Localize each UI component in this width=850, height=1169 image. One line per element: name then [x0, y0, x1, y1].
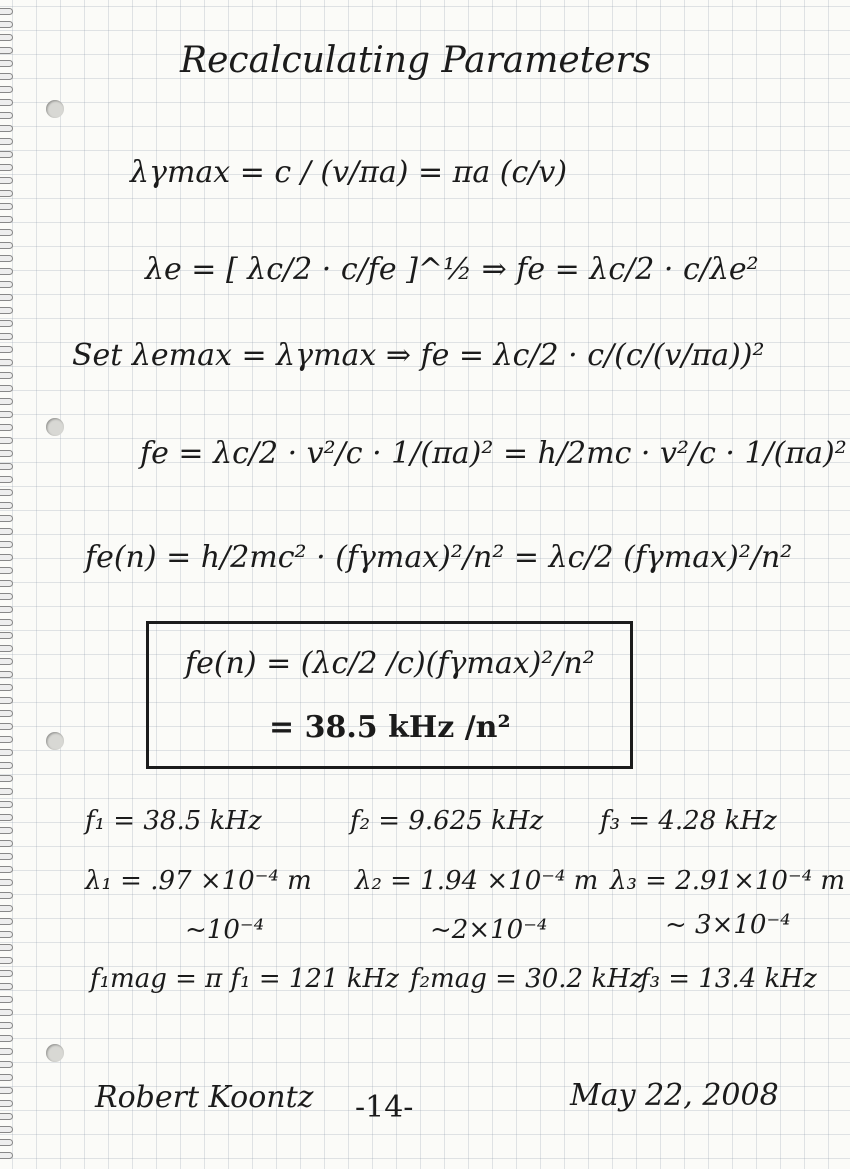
spiral-ring	[0, 1087, 13, 1094]
spiral-ring	[0, 879, 13, 886]
spiral-ring	[0, 99, 13, 106]
spiral-ring	[0, 801, 13, 808]
spiral-ring	[0, 996, 13, 1003]
spiral-ring	[0, 944, 13, 951]
spiral-ring	[0, 710, 13, 717]
wavelength-2: λ₂ = 1.94 ×10⁻⁴ m	[355, 866, 599, 896]
spiral-ring	[0, 1074, 13, 1081]
binder-hole	[46, 1044, 64, 1062]
spiral-ring	[0, 788, 13, 795]
spiral-ring	[0, 73, 13, 80]
boxed-result	[146, 621, 633, 769]
spiral-ring	[0, 1048, 13, 1055]
spiral-ring	[0, 112, 13, 119]
equation-4: fe = λc/2 · v²/c · 1/(πa)² = h/2mc · v²/c · 1/(πa)²	[140, 436, 847, 471]
spiral-ring	[0, 281, 13, 288]
spiral-ring	[0, 541, 13, 548]
spiral-ring	[0, 294, 13, 301]
wavelength-3: λ₃ = 2.91×10⁻⁴ m	[610, 866, 846, 896]
spiral-ring	[0, 580, 13, 587]
approx-1: ~10⁻⁴	[185, 915, 265, 945]
spiral-ring	[0, 450, 13, 457]
magnetic-frequency-2: f₂mag = 30.2 kHz	[410, 964, 644, 994]
approx-2: ~2×10⁻⁴	[430, 915, 548, 945]
spiral-ring	[0, 723, 13, 730]
notebook-spiral-edge	[0, 0, 16, 1169]
boxed-formula: fe(n) = (λc/2 /c)(fγmax)²/n²	[185, 646, 595, 681]
spiral-ring	[0, 385, 13, 392]
spiral-ring	[0, 970, 13, 977]
equation-1: λγmax = c / (v/πa) = πa (c/v)	[130, 155, 568, 190]
spiral-ring	[0, 268, 13, 275]
spiral-ring	[0, 359, 13, 366]
spiral-ring	[0, 398, 13, 405]
page-number: -14-	[355, 1090, 414, 1125]
spiral-ring	[0, 1126, 13, 1133]
spiral-ring	[0, 736, 13, 743]
spiral-ring	[0, 476, 13, 483]
spiral-ring	[0, 177, 13, 184]
spiral-ring	[0, 307, 13, 314]
boxed-value: = 38.5 kHz /n²	[269, 710, 511, 745]
spiral-ring	[0, 905, 13, 912]
spiral-ring	[0, 1139, 13, 1146]
spiral-ring	[0, 645, 13, 652]
spiral-ring	[0, 1035, 13, 1042]
spiral-ring	[0, 60, 13, 67]
spiral-ring	[0, 151, 13, 158]
spiral-ring	[0, 138, 13, 145]
spiral-ring	[0, 47, 13, 54]
spiral-ring	[0, 1100, 13, 1107]
spiral-ring	[0, 190, 13, 197]
spiral-ring	[0, 619, 13, 626]
spiral-ring	[0, 346, 13, 353]
spiral-ring	[0, 515, 13, 522]
binder-hole	[46, 100, 64, 118]
spiral-ring	[0, 892, 13, 899]
approx-3: ~ 3×10⁻⁴	[665, 910, 791, 940]
magnetic-frequency-1: f₁mag = π f₁ = 121 kHz	[90, 964, 399, 994]
spiral-ring	[0, 749, 13, 756]
spiral-ring	[0, 827, 13, 834]
binder-hole	[46, 418, 64, 436]
spiral-ring	[0, 983, 13, 990]
spiral-ring	[0, 606, 13, 613]
date: May 22, 2008	[570, 1078, 779, 1113]
page-title: Recalculating Parameters	[180, 40, 652, 81]
spiral-ring	[0, 632, 13, 639]
spiral-ring	[0, 853, 13, 860]
spiral-ring	[0, 424, 13, 431]
spiral-ring	[0, 1113, 13, 1120]
spiral-ring	[0, 255, 13, 262]
equation-5: fe(n) = h/2mc² · (fγmax)²/n² = λc/2 (fγmax)²/n²	[85, 540, 793, 575]
equation-3: Set λemax = λγmax ⇒ fe = λc/2 · c/(c/(v/πa))²	[72, 338, 765, 373]
spiral-ring	[0, 697, 13, 704]
spiral-ring	[0, 554, 13, 561]
spiral-ring	[0, 1009, 13, 1016]
spiral-ring	[0, 528, 13, 535]
spiral-ring	[0, 567, 13, 574]
spiral-ring	[0, 463, 13, 470]
spiral-ring	[0, 931, 13, 938]
spiral-ring	[0, 489, 13, 496]
binder-hole	[46, 732, 64, 750]
spiral-ring	[0, 840, 13, 847]
spiral-ring	[0, 333, 13, 340]
equation-2: λe = [ λc/2 · c/fe ]^½ ⇒ fe = λc/2 · c/λe²	[145, 252, 759, 287]
spiral-ring	[0, 372, 13, 379]
spiral-ring	[0, 1061, 13, 1068]
spiral-ring	[0, 164, 13, 171]
spiral-ring	[0, 671, 13, 678]
author-signature: Robert Koontz	[95, 1080, 314, 1115]
spiral-ring	[0, 866, 13, 873]
spiral-ring	[0, 21, 13, 28]
spiral-ring	[0, 918, 13, 925]
spiral-ring	[0, 762, 13, 769]
spiral-ring	[0, 320, 13, 327]
spiral-ring	[0, 411, 13, 418]
spiral-ring	[0, 1022, 13, 1029]
spiral-ring	[0, 502, 13, 509]
frequency-2: f₂ = 9.625 kHz	[350, 806, 544, 836]
spiral-ring	[0, 203, 13, 210]
spiral-ring	[0, 242, 13, 249]
spiral-ring	[0, 684, 13, 691]
spiral-ring	[0, 216, 13, 223]
spiral-ring	[0, 229, 13, 236]
spiral-ring	[0, 814, 13, 821]
spiral-ring	[0, 34, 13, 41]
spiral-ring	[0, 957, 13, 964]
spiral-ring	[0, 1152, 13, 1159]
spiral-ring	[0, 658, 13, 665]
spiral-ring	[0, 775, 13, 782]
frequency-1: f₁ = 38.5 kHz	[85, 806, 262, 836]
spiral-ring	[0, 8, 13, 15]
spiral-ring	[0, 86, 13, 93]
spiral-ring	[0, 437, 13, 444]
wavelength-1: λ₁ = .97 ×10⁻⁴ m	[85, 866, 312, 896]
magnetic-frequency-3: f₃ = 13.4 kHz	[640, 964, 817, 994]
spiral-ring	[0, 593, 13, 600]
frequency-3: f₃ = 4.28 kHz	[600, 806, 777, 836]
spiral-ring	[0, 125, 13, 132]
